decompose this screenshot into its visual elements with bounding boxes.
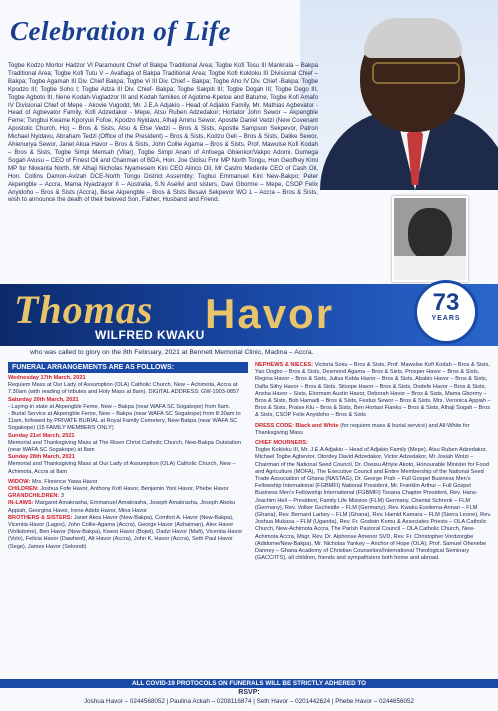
funeral-item: Memorial and Thanksgiving Mass at Our Lady of Assumption (OLA) Catholic Church, New – Achimota, Accra at 8am: [8, 461, 236, 475]
announcement-text: Togbe Kodzo Mortor Hadzor VI Paramount Chief of Bakpa Traditional Area; Togbe Kofi Tosu III Mankrala – Bakpa Traditional Area; Togbe Kofi Tutu V – Avafiaga of Bakpa Traditional Area; Togbe Kofi Kokloku III Divisional Chief – Bakpa; Togbe Agamah III Div. Chief Bakpa; Togbe Vi III Div. Chief – Bakpa; Togbe Aho IV Div. Chief -Bakpa; Togbe Kpodzo III; Togbe Soho I; Togbe Adza III Div. Chief- Bakpa; Togbe Sakpiti III; Togbe Dogah III; Togbe Dego III, Togbe Agboto III, Nene Kodah-Vugladzor III and Kodah families of Agotime-Kpetoe and Batume, Togbe Kofi Amafo IV Divisional Chief of Mepe - Akovie Vugodd, Mr. J.E.A Adjakio - Head of Adjakio Family, Mr. Mathias Agbevator - Head of Agbevator Family, Kofi Adzedakor - Mepe, Atsu Ruben Adzedakor; Hortator John Sewor – Akpengble Feme; Tsngbui Kwame Kporyuii Fofoe, Kpodzo Nyidavu, Alhaji Aminu Sewor, Apostle Daniel Vedzi (New Covenant Apostolic Church, Ho) – Bros & Sists, Atsu & Etse Vedzi – Bros & Sists, Apostle Sampson Sekpevor, Patron Michael Nyidavu, Abraham Tedzi (Office of the President) – Bros & Sists, Kodzo Geli – Bros & Sists, Dalike Sewor, Ahienunya Sewor, Janet Akua Havor – Bros & Sists, John Collie Agama – Bros & Sists, Prof. Mawulse Kofi Kodah – Bros & Sists, Togbe Simpi Mensah (Vitar), Togbe Simpi Anani of Anfoega Gbienkor/Vakpo Adomi, Dumega Sogah Avusu – CEO of Finest Oil and Chairman of BDA, Hon. Joe Gidisu Fmr MP North Tongu, Hon Geoffrey Kimi MP for Nkwanta North, Mr Alhaji Nicholas Nyamesem Kini CEO Alinco Oil, Mr Castro Medenle CEO of Cash Oil, Hon. Collins Damon-Avizah DCE-North Tongu District Assembly; Togbui Emmanuel Kini New-Bakpo; Peter Akpengble – Accra, Mama Nyadzayor II – Australia, S.N Aselivi and sisters, Davi Gborme – Mepe, CSOP Felix Anyidoho – Bros & Sists (Accra), Bese Akpengble – Bros & Sists Besavi Sekpevor WO 1 – Accra – Bros & Sists, wish to announce the death of their beloved Son, Father, Husband and Friend.: [8, 62, 318, 204]
funeral-item: - Burial Service at Akpengble Feme, New – Bakpa (near WAFA SC Sogakope) from 8:30am to 11am, followed by PRIVATE BURIAL at Royal Family Cemetery, New-Bakpa (near WAFA SC Sogakope) (15 FAMILY MEMBERS ONLY): [8, 411, 241, 432]
nephews-nieces: NEPHEWS & NIECES: Victoria Sosu – Bros & Sists, Prof. Mawulse Kofi Kodah – Bros & Sists, Yao Dogbo – Bros & Sists, Desmond Agama – Bros & Sists, Prosper Havor – Bros & Sists, Regina Havor – Bros & Sists, Julius Kobla Havor – Bros & Sists, Ababio Havor – Bros & Sists, Dafla Sithy Havor – Bros & Sists, Sitsope Havor – Bros & Sists, Dodefe Havor – Bros & Sists, Ansha Havor – Sists, Elormam Austin Havor, Deborah Havor – Bros & Sists, Mama Gbormy – Bros & Sists, Bob Hamadi – Bros & Sists, Festus Sewor – Bros & Sists, Mrs. Veronica Appiah – Bros & Sists, Praise Klu – Bros & Sists, Ben Hortasi Fianku – Bros & Sists, Alhaji Sogah – Bros & Sists, CSOP Felix Anyidoho – Bros & Sists: [255, 362, 491, 419]
portrait-hair: [364, 18, 462, 58]
funeral-item: Sunday 21st March, 2021: [8, 432, 75, 439]
rsvp-contacts: Joshua Havor – 0244568052 | Paulina Ackah – 0208116874 | Seth Havor – 0201442624 | Phebe Havor – 0244656052: [83, 698, 415, 705]
young-portrait-shirt: [394, 256, 466, 282]
left-column: [8, 362, 248, 551]
family-entry: WIDOW: Mrs. Florence Yawa Havor: [8, 478, 98, 485]
last-name: Havor: [205, 290, 335, 337]
funeral-item: Wednesday 17th March, 2021: [8, 375, 86, 381]
funeral-item: Sunday 28th March, 2021: [8, 454, 75, 461]
family-entry: GRANDCHILDREN: 3: [8, 493, 64, 500]
family-entry: IN-LAWS: Margaret Amakrasha, Emmanuel Amakrasha, Joseph Amakrasha, Joseph Abeku Appiah, Georgina Havor, Irene Adebi Havor, Mina Havor: [8, 500, 236, 514]
portrait-glasses: [372, 62, 460, 84]
covid-notice: ALL COVID-19 PROTOCOLS ON FUNERALS WILL BE STRICTLY ADHERED TO: [0, 679, 498, 688]
page-title: Celebration of Life: [10, 16, 231, 46]
funeral-arrangements-heading: FUNERAL ARRANGEMENTS ARE AS FOLLOWS:: [8, 362, 248, 373]
funeral-item: Requiem Mass at Our Lady of Assumption (OLA) Catholic Church, New – Achimota, Accra at 7.30am (with reading of tributes and Holy Mass at 8am). DIGITAL ADDRESS: GW-1003-0857: [8, 382, 240, 396]
young-portrait-photo: [392, 196, 468, 282]
middle-names: WILFRED KWAKU: [95, 328, 205, 342]
portrait-photo: [300, 0, 498, 190]
family-list: [8, 479, 248, 551]
funeral-item: Memorial and Thanksgiving Mass at The Risen Christ Catholic Church, New-Bakpa Outstation (near WAFA SC Sogakope) at 8am: [8, 439, 241, 454]
young-portrait-head: [408, 208, 452, 260]
funeral-item: - Laying-in state at Akpengble Feme, New – Bakpa (near WAFA SC Sogakope) from 6am.: [8, 403, 231, 410]
family-entry: CHILDREN: Joshua Fofe Havor, Anthony Kofi Havor, Benjamin Yoni Havor, Phebe Havor: [8, 486, 229, 493]
first-name: Thomas: [14, 287, 154, 332]
age-label: YEARS: [431, 315, 461, 322]
rsvp-label: RSVP:: [238, 689, 260, 696]
dress-code: DRESS CODE: Black and White (for requiem mass & burial service) and All-White for Thanksgiving Mass: [255, 422, 470, 436]
funeral-arrangements-list: [8, 375, 248, 476]
called-to-glory-text: who was called to glory on the 8th February, 2021 at Bennett Memorial Clinic, Madina – Accra.: [30, 349, 314, 356]
age-badge: [414, 280, 478, 344]
family-entry: BROTHERS & SISTERS: Janet Akos Havor (New-Bakpa), Comfort A. Havor (New-Bakpa), Vicentia Havor (Lagos), John Collie-Agama (Accra), George Havor (Ashaiman), Alex Havor (Volkdome), Ben Havor (New-Bakpa), Kwesi Havor (Bojwi), Dadzi Havor (Mafi), Vicentia Havor (Volo), Felicia Havor (Dawhenl), Alt Havor (Accra), John K. Havor (Accra), Seth Paul Havor (Sege), James Havor (Sekondi): [8, 514, 243, 550]
chief-mourners: CHIEF MOURNERS: Togbe Kokloku III, Mr. J.E.A Adjakio – Head of Adjakio Family (Mepe), Atsu Ruben Adzedakor, Michael Togbe Agbevtor, Otordey David Adzedakor, Victor Adzedakor, Mr Josiah Wotzi – Chairman of the National Seed Council, Dr. Owusu Afriyie Akoto, Honourable Minister for Food and Agriculture (MOFA), The Executive Council and Entire Membership of the National Seed Trade Association of Ghana (NASTAG), Dr. George Prah – Full Gospel Business Men's Fellowship International (FGBMFI) National President, Mr. Franklin Arthur – Full Gospel Business Men's Fellowship International (FGBMFI) Tsoana Chapter President, Rev. Hans-Joachim Heil – President, Family Life Mission (FLM) Germany, Chantal Schrenk – FLM (Germany), Rev. Volker Gscheidle – FLM (Germany), Rev. Kwaku Essilema-Annan – FLM (Ghana), Rev. Bernard Larbey – FLM (Ghana), Rev. Hamid Kamara – FLM (Sierra Leone), Rev. Joshua Mukasa – FLM (Uganda), Rev. Fr. Godwin Komu & Associates Priests – OLA Catholic Church, New-Achimota Accra, The Parish Pastoral Council – OLA Catholic Church, New-Achimota Accra, Msgr. Rev. Dr. Alphonse Amenor SVD, Rev. Fr. Christopher Vordzorgbe (Adidome/New-Bakpa), Mr. Nicholas Yankey – Anchor of Hope (OLA), Prof. Samuel Ohenebe Danney – Ghana Academy of Christian Counselors/International Theological Seminary (GACC/ITS), all children, friends and sympathizers both home and abroad.: [255, 440, 492, 562]
age-number: 73: [432, 289, 460, 316]
right-column: [255, 362, 492, 562]
funeral-item: Saturday 20th March, 2021: [8, 396, 79, 403]
